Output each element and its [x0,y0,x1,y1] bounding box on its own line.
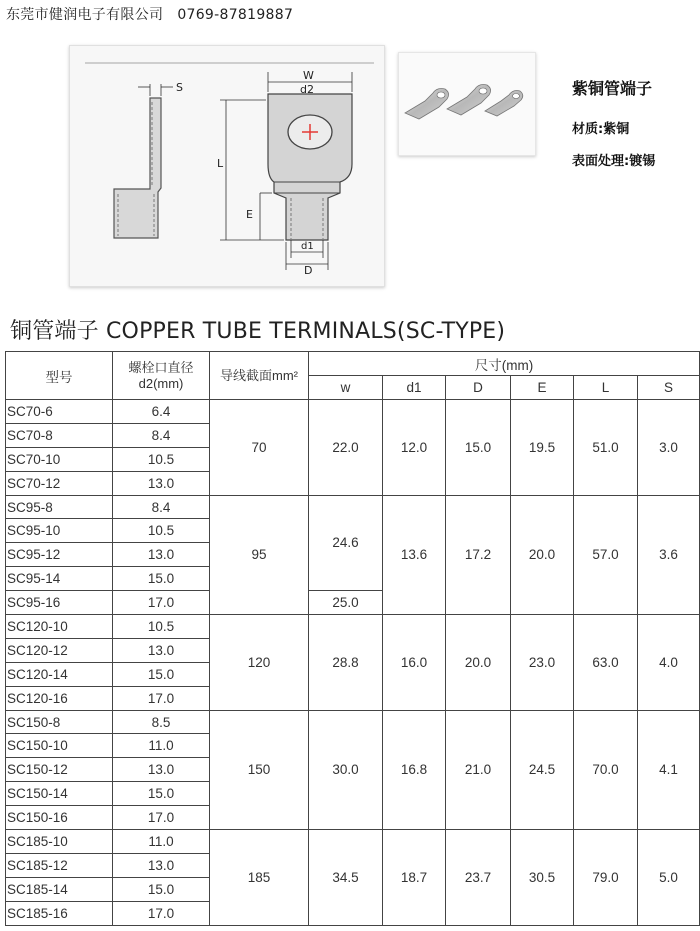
product-finish: 表面处理:镀锡 [572,154,656,169]
phone-number: 0769-87819887 [177,7,294,23]
model-cell: SC185-14 [6,877,113,901]
model-cell: SC95-8 [6,495,113,519]
label-d2: d2 [300,83,314,96]
model-cell: SC120-12 [6,638,113,662]
model-cell: SC120-14 [6,662,113,686]
label-d1: d1 [301,241,314,252]
bolt-header-line2: d2(mm) [138,375,184,391]
terminal-photo-illustration [399,53,535,155]
col-d1-header: d1 [383,376,446,400]
wire-cell: 150 [210,710,309,829]
terminal-3 [485,91,523,117]
d2-cell: 17.0 [113,901,210,925]
S-cell: 4.1 [638,710,700,829]
table-row [6,710,700,734]
wire-cell: 185 [210,830,309,926]
w-cell: 22.0 [309,400,383,496]
S-cell: 3.0 [638,400,700,496]
L-cell: 70.0 [574,710,638,829]
col-S-header: S [638,376,700,400]
model-cell: SC95-14 [6,567,113,591]
col-D-header: D [446,376,511,400]
col-bolt-header [113,352,210,400]
col-wire-header: 导线截面mm² [210,352,309,400]
d2-cell: 13.0 [113,853,210,877]
model-cell: SC70-8 [6,423,113,447]
d1-cell: 16.8 [383,710,446,829]
E-cell: 30.5 [511,830,574,926]
wire-cell: 120 [210,615,309,711]
model-cell: SC70-10 [6,447,113,471]
page-header [6,4,293,24]
d2-cell: 11.0 [113,734,210,758]
d2-cell: 17.0 [113,591,210,615]
L-cell: 51.0 [574,400,638,496]
terminal-2 [447,85,491,116]
w-cell: 34.5 [309,830,383,926]
L-cell: 79.0 [574,830,638,926]
model-cell: SC95-10 [6,519,113,543]
model-cell: SC120-16 [6,686,113,710]
table-row [6,615,700,639]
table-title: 铜管端子 COPPER TUBE TERMINALS(SC-TYPE) [10,319,506,344]
table-row [6,830,700,854]
d1-cell: 13.6 [383,495,446,614]
model-cell: SC185-16 [6,901,113,925]
L-cell: 63.0 [574,615,638,711]
product-name: 紫铜管端子 [572,79,653,98]
model-cell: SC150-12 [6,758,113,782]
d2-cell: 8.4 [113,495,210,519]
S-cell: 4.0 [638,615,700,711]
model-cell: SC150-14 [6,782,113,806]
d2-cell: 15.0 [113,567,210,591]
d1-cell: 18.7 [383,830,446,926]
D-cell: 20.0 [446,615,511,711]
d2-cell: 8.5 [113,710,210,734]
dims-header: 尺寸(mm) [309,352,700,376]
product-material: 材质:紫铜 [572,122,630,137]
d2-cell: 10.5 [113,615,210,639]
w-cell: 28.8 [309,615,383,711]
S-cell: 3.6 [638,495,700,614]
model-cell: SC70-6 [6,400,113,424]
D-cell: 17.2 [446,495,511,614]
col-L-header: L [574,376,638,400]
col-model-header: 型号 [6,352,113,400]
model-cell: SC150-16 [6,806,113,830]
D-cell: 15.0 [446,400,511,496]
D-cell: 23.7 [446,830,511,926]
label-L: L [217,157,224,170]
model-cell: SC185-12 [6,853,113,877]
d1-cell: 12.0 [383,400,446,496]
label-W: W [303,69,314,82]
col-E-header: E [511,376,574,400]
label-E: E [246,208,253,221]
spec-table [5,351,700,926]
bolt-header-line1: 螺栓口直径 [128,359,194,375]
w-cell: 25.0 [309,591,383,615]
model-cell: SC185-10 [6,830,113,854]
d1-cell: 16.0 [383,615,446,711]
d2-cell: 17.0 [113,806,210,830]
E-cell: 24.5 [511,710,574,829]
d2-cell: 13.0 [113,638,210,662]
technical-drawing [69,45,385,287]
model-cell: SC150-8 [6,710,113,734]
company-name: 东莞市健润电子有限公司 [6,7,164,23]
label-S: S [176,81,183,94]
wire-cell: 70 [210,400,309,496]
model-cell: SC120-10 [6,615,113,639]
w-cell: 24.6 [309,495,383,591]
E-cell: 19.5 [511,400,574,496]
d2-cell: 10.5 [113,447,210,471]
d2-cell: 13.0 [113,758,210,782]
d2-cell: 15.0 [113,877,210,901]
w-cell: 30.0 [309,710,383,829]
d2-cell: 10.5 [113,519,210,543]
terminal-dimension-drawing [70,46,384,286]
d2-cell: 8.4 [113,423,210,447]
wire-cell: 95 [210,495,309,614]
table-row [6,400,700,424]
model-cell: SC70-12 [6,471,113,495]
d2-cell: 13.0 [113,543,210,567]
d2-cell: 15.0 [113,662,210,686]
model-cell: SC95-16 [6,591,113,615]
model-cell: SC95-12 [6,543,113,567]
product-photo [398,52,536,156]
table-row [6,495,700,519]
d2-cell: 6.4 [113,400,210,424]
terminal-1 [405,89,449,120]
d2-cell: 11.0 [113,830,210,854]
D-cell: 21.0 [446,710,511,829]
L-cell: 57.0 [574,495,638,614]
d2-cell: 17.0 [113,686,210,710]
E-cell: 20.0 [511,495,574,614]
col-w-header: w [309,376,383,400]
E-cell: 23.0 [511,615,574,711]
S-cell: 5.0 [638,830,700,926]
d2-cell: 15.0 [113,782,210,806]
d2-cell: 13.0 [113,471,210,495]
label-D: D [304,264,313,277]
model-cell: SC150-10 [6,734,113,758]
